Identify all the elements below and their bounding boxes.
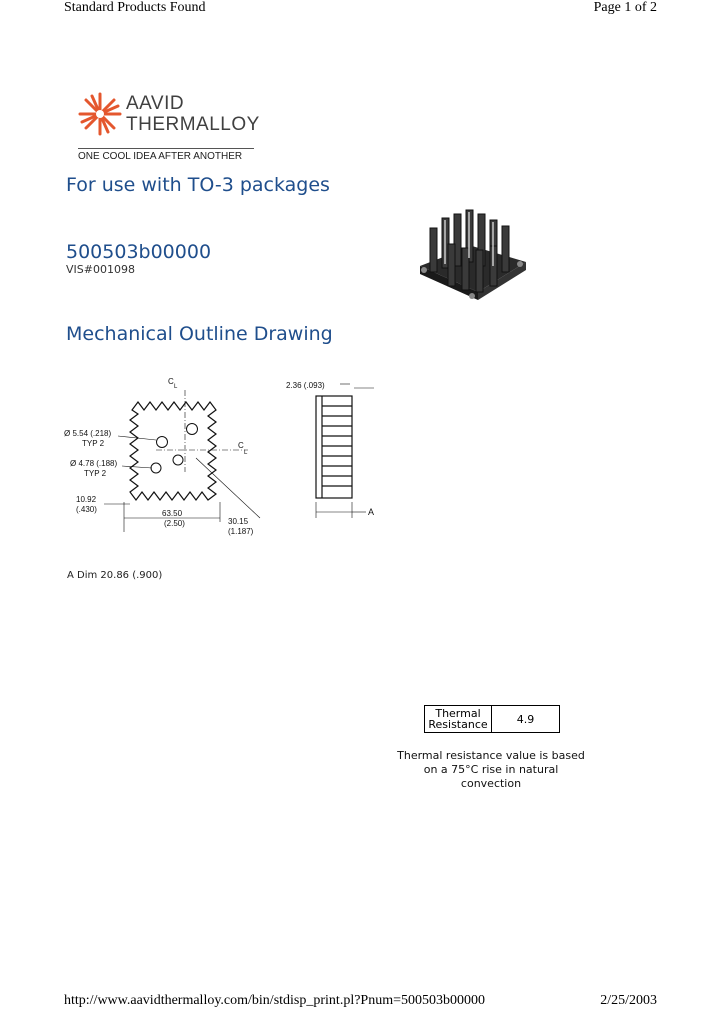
vis-number: VIS#001098 bbox=[66, 263, 135, 276]
dim-mid-mm: 63.50 bbox=[162, 509, 183, 518]
sunburst-logo-icon bbox=[78, 92, 122, 136]
thermal-label-line2: Resistance bbox=[428, 718, 488, 731]
thermal-note bbox=[391, 749, 591, 791]
logo-tagline: ONE COOL IDEA AFTER ANOTHER bbox=[78, 151, 243, 162]
header-title: Standard Products Found bbox=[64, 0, 206, 15]
mount-hole-2 bbox=[187, 424, 198, 435]
centerline-top-sub: L bbox=[174, 384, 178, 390]
dim-left-mm: 10.92 bbox=[76, 495, 97, 504]
mechanical-outline-drawing bbox=[60, 372, 390, 548]
dim-right-mm: 30.15 bbox=[228, 517, 249, 526]
centerline-top-label: C bbox=[168, 377, 174, 386]
mount-hole-3 bbox=[151, 463, 161, 473]
side-thickness-label: 2.36 (.093) bbox=[286, 381, 325, 390]
logo-thermalloy: THERMALLOY bbox=[126, 114, 260, 135]
dim-right-in: (1.187) bbox=[228, 527, 254, 536]
company-logo[interactable] bbox=[78, 90, 258, 164]
hole2-typ: TYP 2 bbox=[84, 469, 107, 478]
section-title: Mechanical Outline Drawing bbox=[66, 323, 333, 345]
dim-mid-in: (2.50) bbox=[164, 519, 185, 528]
centerline-right-sub: L bbox=[244, 450, 248, 456]
logo-divider bbox=[78, 148, 254, 149]
note-line: on a 75°C rise in natural bbox=[423, 763, 559, 776]
thermal-table bbox=[424, 705, 560, 733]
mount-hole-1 bbox=[157, 437, 168, 448]
thermal-label-cell bbox=[425, 706, 492, 733]
thermal-label-line1: Thermal bbox=[435, 707, 481, 720]
heatsink-side-view bbox=[316, 396, 352, 498]
thermal-value: 4.9 bbox=[492, 706, 560, 733]
side-dim-a: A bbox=[368, 507, 375, 517]
logo-aavid: AAVID bbox=[126, 93, 185, 114]
hole2-callout: Ø 4.78 (.188) bbox=[70, 459, 118, 468]
page-indicator: Page 1 of 2 bbox=[593, 0, 657, 15]
hole1-typ: TYP 2 bbox=[82, 439, 105, 448]
heatsink-product-photo bbox=[408, 206, 536, 312]
footer-url[interactable]: http://www.aavidthermalloy.com/bin/stdisp_print.pl?Pnum=500503b00000 bbox=[64, 993, 485, 1008]
centerline-right-label: C bbox=[238, 441, 244, 450]
mount-hole-4 bbox=[173, 455, 183, 465]
hole1-callout: Ø 5.54 (.218) bbox=[64, 429, 112, 438]
part-number: 500503b00000 bbox=[66, 241, 212, 263]
dim-left-in: (.430) bbox=[76, 505, 97, 514]
note-line: convection bbox=[460, 777, 522, 790]
note-line: Thermal resistance value is based bbox=[397, 749, 585, 762]
a-dimension: A Dim 20.86 (.900) bbox=[67, 570, 163, 581]
heatsink-top-view bbox=[130, 402, 216, 500]
footer-date: 2/25/2003 bbox=[600, 993, 657, 1008]
subtitle: For use with TO-3 packages bbox=[66, 174, 330, 196]
